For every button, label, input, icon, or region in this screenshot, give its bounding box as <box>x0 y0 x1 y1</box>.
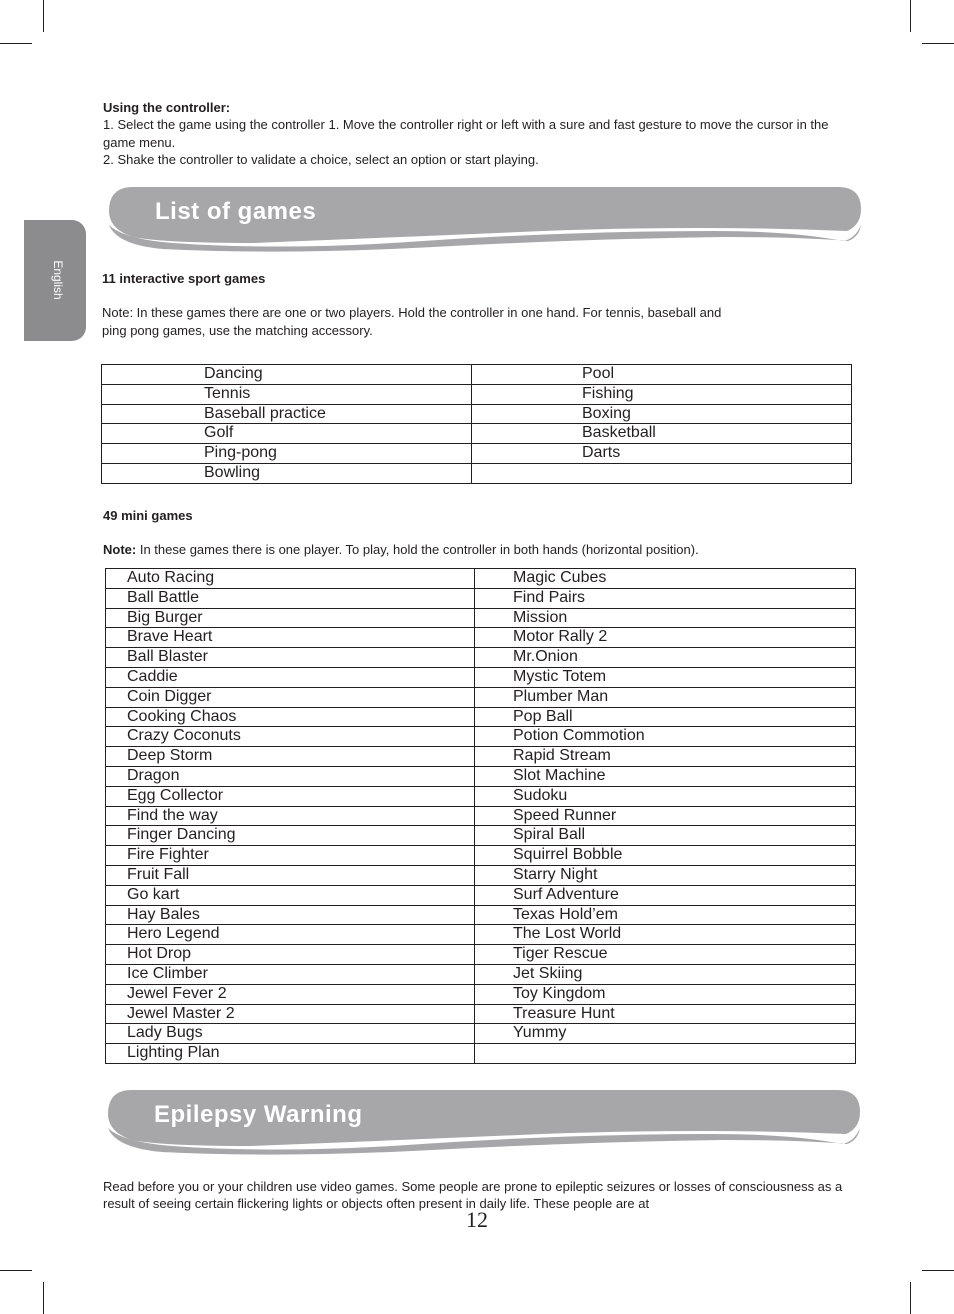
game-name-left: Fire Fighter <box>106 846 475 866</box>
game-name-right: Yummy <box>475 1024 856 1044</box>
mini-game-row <box>106 727 856 747</box>
game-name-left: Dancing <box>102 365 472 385</box>
language-tab <box>24 220 86 341</box>
sport-game-row <box>102 463 852 483</box>
game-name-left: Big Burger <box>106 608 475 628</box>
sport-game-row <box>102 404 852 424</box>
sport-game-row <box>102 444 852 464</box>
game-name-right: Jet Skiing <box>475 964 856 984</box>
game-name-right: Starry Night <box>475 865 856 885</box>
list-of-games-banner <box>103 185 863 259</box>
game-name-left: Lighting Plan <box>106 1044 475 1064</box>
mini-game-row <box>106 905 856 925</box>
mini-game-row <box>106 687 856 707</box>
mini-game-row <box>106 806 856 826</box>
game-name-left: Tennis <box>102 384 472 404</box>
game-name-left: Ping-pong <box>102 444 472 464</box>
crop-mark <box>922 43 954 44</box>
game-name-right: Basketball <box>472 424 852 444</box>
sport-game-row <box>102 384 852 404</box>
game-name-right: Rapid Stream <box>475 747 856 767</box>
game-name-left: Go kart <box>106 885 475 905</box>
controller-step-2: 2. Shake the controller to validate a choice, select an option or start playing. <box>103 152 539 168</box>
game-name-right: Sudoku <box>475 786 856 806</box>
sport-game-row <box>102 424 852 444</box>
game-name-right: Surf Adventure <box>475 885 856 905</box>
game-name-left: Coin Digger <box>106 687 475 707</box>
game-name-right: Plumber Man <box>475 687 856 707</box>
game-name-left: Lady Bugs <box>106 1024 475 1044</box>
game-name-right: Slot Machine <box>475 766 856 786</box>
game-name-left: Dragon <box>106 766 475 786</box>
mini-games-note <box>103 541 863 559</box>
mini-game-row <box>106 984 856 1004</box>
epilepsy-warning-text: Read before you or your children use video games. Some people are prone to epileptic seizures or losses of consciousness as a result of seeing certain flickering lights or objects often present in daily life. These people are at <box>103 1179 843 1212</box>
sport-game-row <box>102 365 852 385</box>
game-name-right: Spiral Ball <box>475 826 856 846</box>
mini-game-row <box>106 766 856 786</box>
mini-games-heading: 49 mini games <box>103 508 193 523</box>
crop-mark <box>910 0 911 32</box>
game-name-left: Egg Collector <box>106 786 475 806</box>
mini-game-row <box>106 1004 856 1024</box>
mini-game-row <box>106 707 856 727</box>
mini-game-row <box>106 865 856 885</box>
mini-game-row <box>106 964 856 984</box>
mini-games-table <box>105 568 856 1064</box>
game-name-right: Treasure Hunt <box>475 1004 856 1024</box>
mini-game-row <box>106 648 856 668</box>
sport-games-table <box>101 364 852 484</box>
game-name-left: Bowling <box>102 463 472 483</box>
controller-instructions <box>103 99 843 169</box>
game-name-left: Golf <box>102 424 472 444</box>
mini-games-note-label: Note: <box>103 542 137 557</box>
game-name-left: Cooking Chaos <box>106 707 475 727</box>
controller-step-1: 1. Select the game using the controller 1. Move the controller right or left with a sure and fast gesture to move the cursor in the game menu. <box>103 117 829 150</box>
game-name-right <box>472 463 852 483</box>
game-name-right: Squirrel Bobble <box>475 846 856 866</box>
list-of-games-title: List of games <box>155 198 317 225</box>
mini-game-row <box>106 786 856 806</box>
mini-game-row <box>106 667 856 687</box>
game-name-right: Pool <box>472 365 852 385</box>
game-name-right: Mission <box>475 608 856 628</box>
mini-game-row <box>106 826 856 846</box>
game-name-right: Motor Rally 2 <box>475 628 856 648</box>
game-name-left: Auto Racing <box>106 569 475 589</box>
game-name-right: Darts <box>472 444 852 464</box>
game-name-left: Ball Battle <box>106 588 475 608</box>
crop-mark <box>0 1270 32 1271</box>
mini-games-note-text: In these games there is one player. To play, hold the controller in both hands (horizontal position). <box>136 542 699 557</box>
crop-mark <box>910 1282 911 1314</box>
game-name-left: Caddie <box>106 667 475 687</box>
mini-game-row <box>106 885 856 905</box>
game-name-left: Ball Blaster <box>106 648 475 668</box>
crop-mark <box>43 1282 44 1314</box>
epilepsy-warning-title: Epilepsy Warning <box>154 1101 363 1128</box>
mini-game-row <box>106 846 856 866</box>
language-tab-label: English <box>51 260 65 300</box>
game-name-left: Hay Bales <box>106 905 475 925</box>
epilepsy-warning-banner <box>102 1088 862 1162</box>
game-name-right <box>475 1044 856 1064</box>
mini-game-row <box>106 1024 856 1044</box>
mini-game-row <box>106 747 856 767</box>
controller-heading: Using the controller: <box>103 100 231 115</box>
sport-games-note: Note: In these games there are one or two players. Hold the controller in one hand. For tennis, baseball and ping pong games, use the matching accessory. <box>102 305 722 338</box>
game-name-right: Boxing <box>472 404 852 424</box>
mini-game-row <box>106 569 856 589</box>
game-name-left: Hot Drop <box>106 945 475 965</box>
crop-mark <box>43 0 44 32</box>
game-name-right: Magic Cubes <box>475 569 856 589</box>
game-name-left: Finger Dancing <box>106 826 475 846</box>
mini-game-row <box>106 945 856 965</box>
game-name-left: Jewel Master 2 <box>106 1004 475 1024</box>
game-name-left: Jewel Fever 2 <box>106 984 475 1004</box>
game-name-left: Find the way <box>106 806 475 826</box>
mini-game-row <box>106 1044 856 1064</box>
game-name-left: Baseball practice <box>102 404 472 424</box>
game-name-left: Ice Climber <box>106 964 475 984</box>
sport-games-heading: 11 interactive sport games <box>102 271 266 286</box>
game-name-right: Potion Commotion <box>475 727 856 747</box>
mini-game-row <box>106 588 856 608</box>
game-name-right: Find Pairs <box>475 588 856 608</box>
game-name-right: Speed Runner <box>475 806 856 826</box>
game-name-left: Crazy Coconuts <box>106 727 475 747</box>
game-name-right: Fishing <box>472 384 852 404</box>
game-name-right: The Lost World <box>475 925 856 945</box>
game-name-right: Toy Kingdom <box>475 984 856 1004</box>
page-number: 12 <box>466 1207 488 1232</box>
game-name-right: Pop Ball <box>475 707 856 727</box>
game-name-left: Hero Legend <box>106 925 475 945</box>
crop-mark <box>0 43 32 44</box>
game-name-right: Mr.Onion <box>475 648 856 668</box>
mini-game-row <box>106 628 856 648</box>
game-name-left: Deep Storm <box>106 747 475 767</box>
game-name-right: Tiger Rescue <box>475 945 856 965</box>
game-name-right: Mystic Totem <box>475 667 856 687</box>
game-name-left: Brave Heart <box>106 628 475 648</box>
game-name-left: Fruit Fall <box>106 865 475 885</box>
mini-game-row <box>106 925 856 945</box>
mini-game-row <box>106 608 856 628</box>
game-name-right: Texas Hold’em <box>475 905 856 925</box>
crop-mark <box>922 1270 954 1271</box>
